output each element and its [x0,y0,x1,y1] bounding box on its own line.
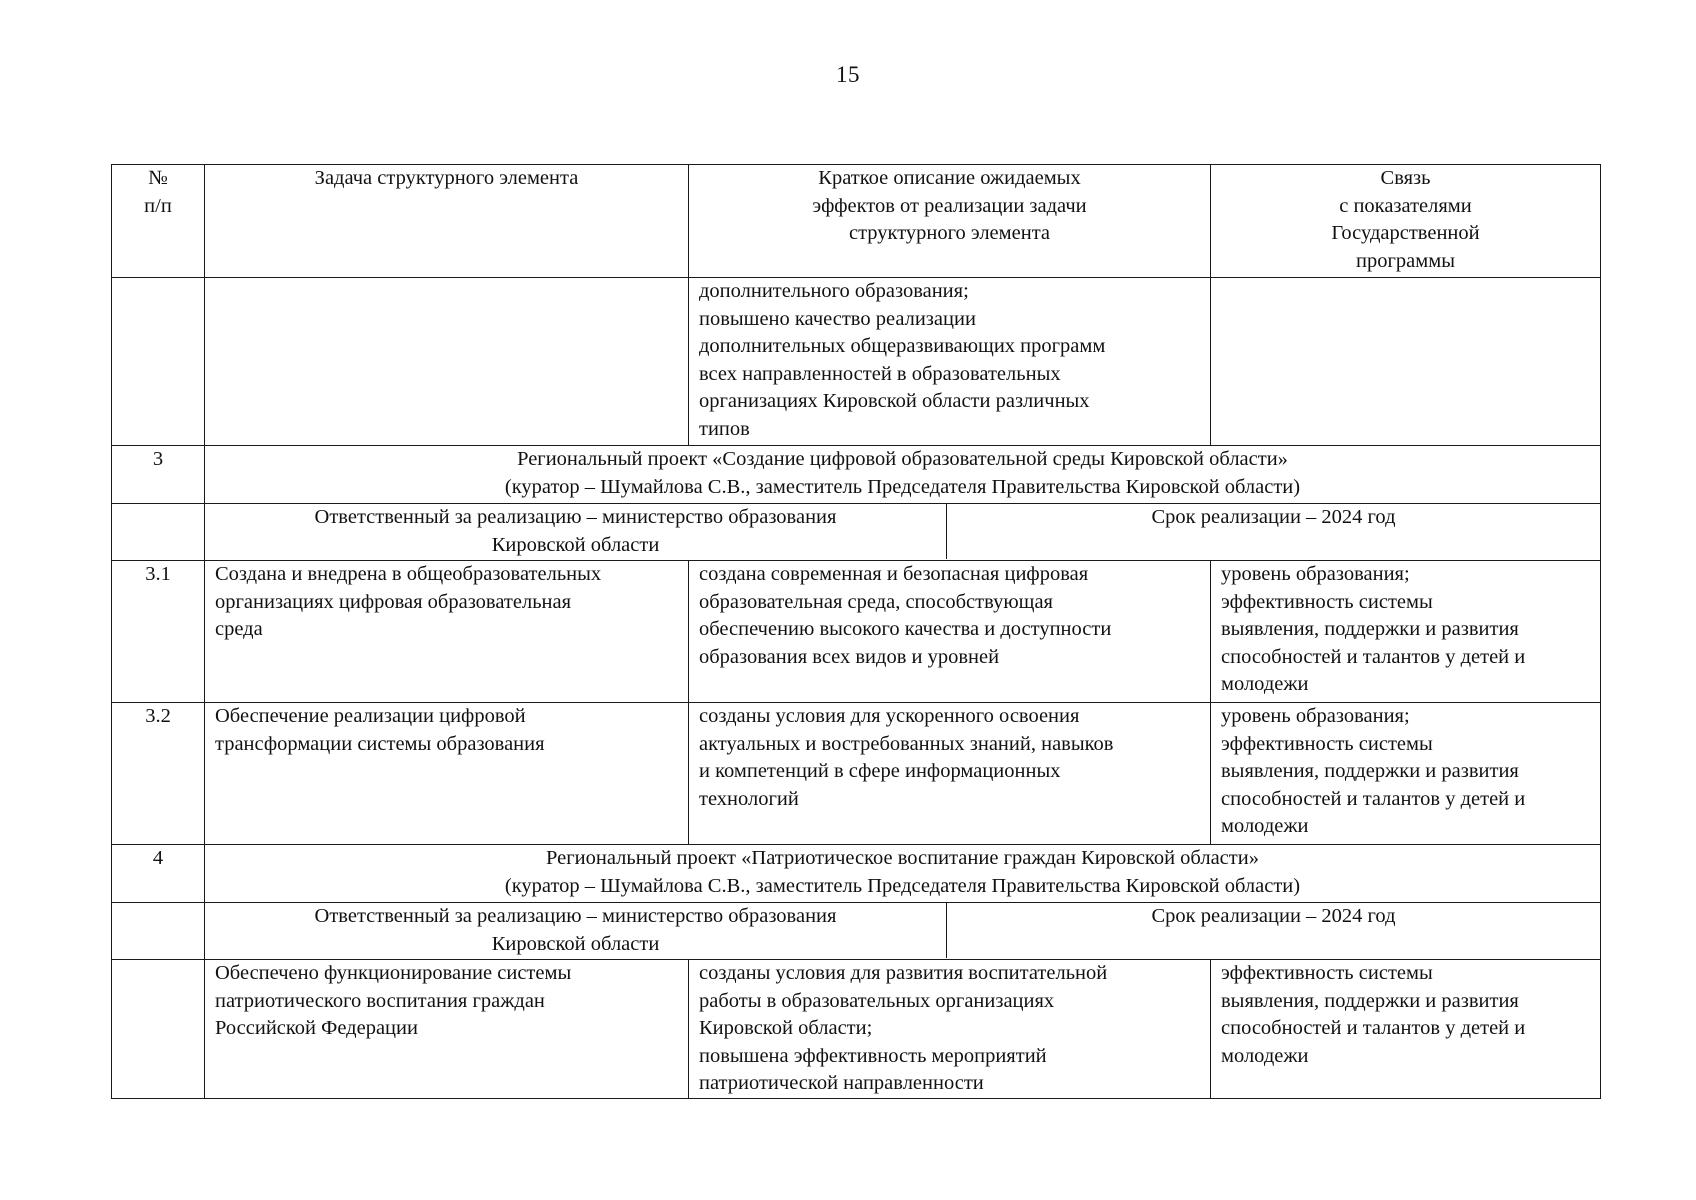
project4-num: 4 [112,845,205,903]
row-task: Обеспечение реализации цифровой трансформации системы образования [205,703,689,845]
continuation-row [112,278,1601,446]
continuation-num [112,278,205,446]
row-effects: созданы условия для ускоренного освоения актуальных и востребованных знаний, навыков и компетенций в сфере информационных технологий [689,703,1211,845]
project4-title-row [112,845,1601,903]
row-task: Обеспечено функционирование системы патриотического воспитания граждан Российской Федерации [205,960,689,1099]
project4-responsible-num [112,903,205,960]
table-row [112,960,1601,1099]
table-header-row [112,165,1601,278]
project3-title: Региональный проект «Создание цифровой образовательной среды Кировской области» (куратор – Шумайлова С.В., заместитель Председателя Правительства Кировской области) [205,446,1601,504]
row-link: уровень образования; эффективность системы выявления, поддержки и развития способностей и талантов у детей и молодежи [1211,561,1601,703]
project3-responsible-cell [205,504,1601,561]
project3-deadline: Срок реализации – 2024 год [1151,506,1396,528]
project3-num: 3 [112,446,205,504]
row-link: уровень образования; эффективность системы выявления, поддержки и развития способностей и талантов у детей и молодежи [1211,703,1601,845]
row-effects: созданы условия для развития воспитательной работы в образовательных организациях Кировской области; повышена эффективность мероприятий патриотической направленности [689,960,1211,1099]
row-task: Создана и внедрена в общеобразовательных организациях цифровая образовательная среда [205,561,689,703]
table-row [112,561,1601,703]
page-number: 15 [836,62,860,87]
continuation-effects: дополнительного образования; повышено качество реализации дополнительных общеразвивающих программ всех направленностей в образовательных организациях Кировской области различных типов [689,278,1211,446]
project4-responsible-cell [205,903,1601,960]
header-task: Задача структурного элемента [205,165,689,278]
row-link: эффективность системы выявления, поддержки и развития способностей и талантов у детей и молодежи [1211,960,1601,1099]
project4-deadline: Срок реализации – 2024 год [1151,905,1396,927]
project3-responsible: Ответственный за реализацию – министерство образования Кировской области [205,504,947,559]
project4-title: Региональный проект «Патриотическое воспитание граждан Кировской области» (куратор – Шумайлова С.В., заместитель Председателя Правительства Кировской области) [205,845,1601,903]
project4-responsible-row [112,903,1601,960]
header-link: Связь с показателями Государственной программы [1211,165,1601,278]
table-row [112,703,1601,845]
program-table [111,164,1601,1099]
row-effects: создана современная и безопасная цифровая образовательная среда, способствующая обеспечению высокого качества и доступности образования всех видов и уровней [689,561,1211,703]
continuation-task [205,278,689,446]
header-effects: Краткое описание ожидаемых эффектов от реализации задачи структурного элемента [689,165,1211,278]
header-num: № п/п [112,165,205,278]
row-num [112,960,205,1099]
project3-responsible-row [112,504,1601,561]
continuation-link [1211,278,1601,446]
project3-title-row [112,446,1601,504]
row-num: 3.2 [112,703,205,845]
project4-responsible: Ответственный за реализацию – министерство образования Кировской области [205,903,947,958]
project3-responsible-num [112,504,205,561]
row-num: 3.1 [112,561,205,703]
